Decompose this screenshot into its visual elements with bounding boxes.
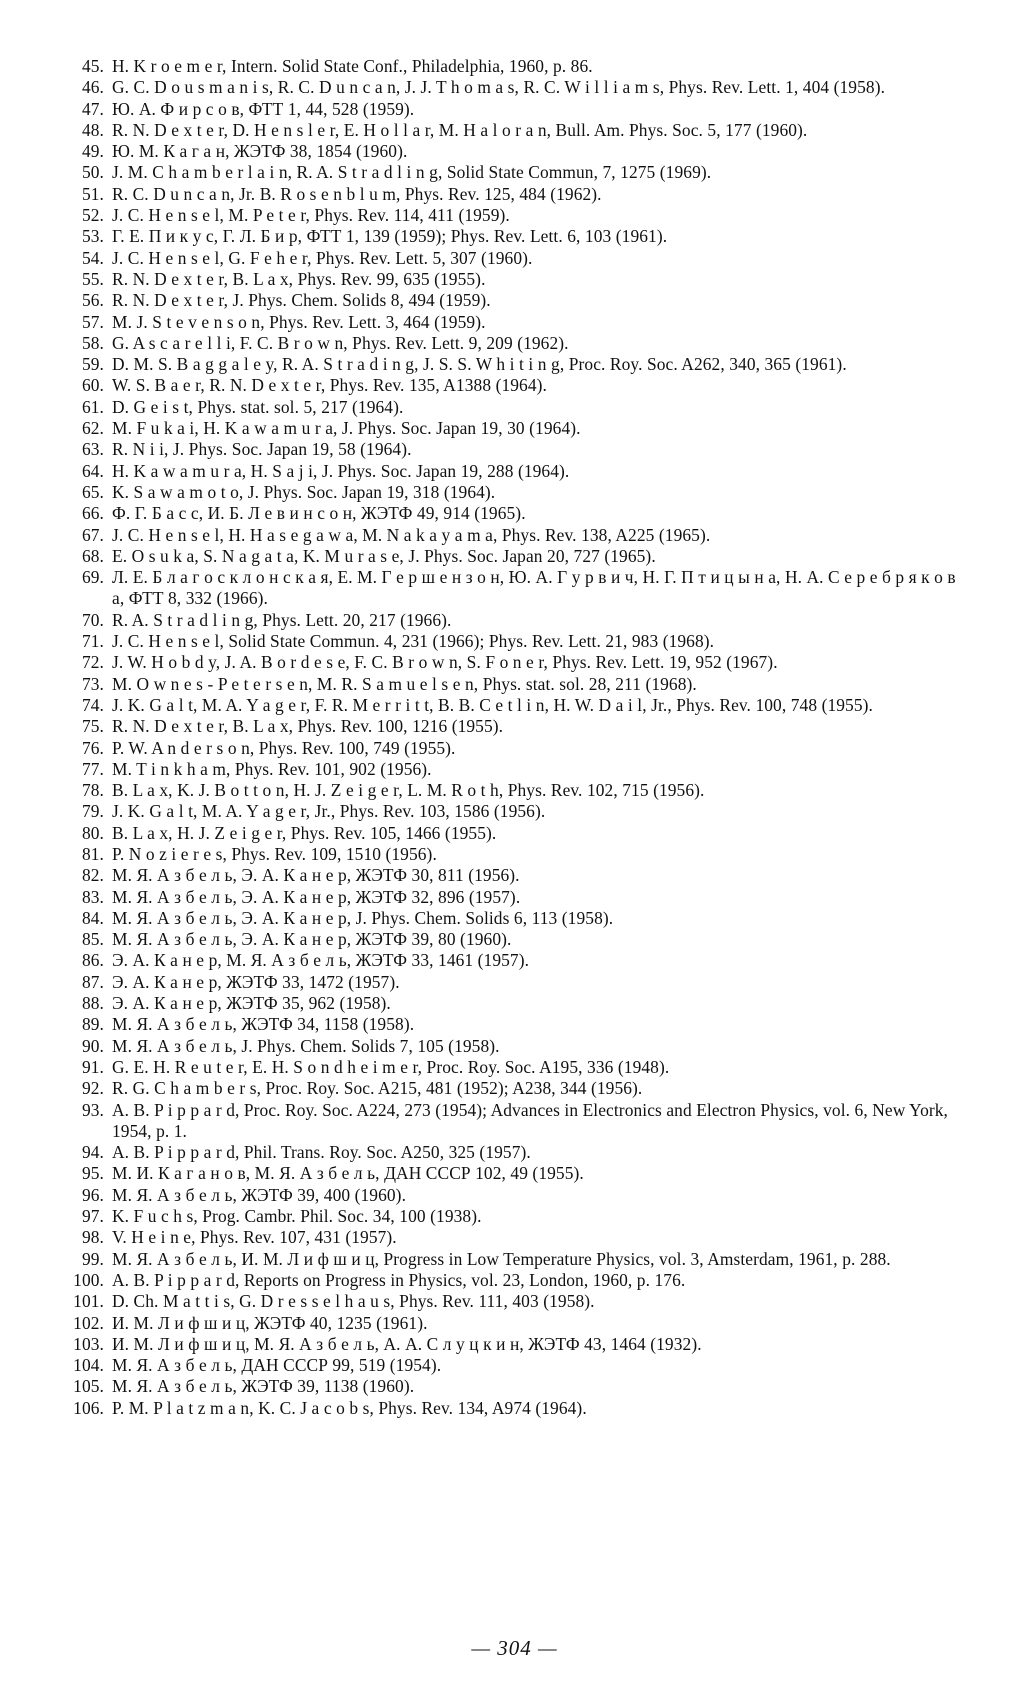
reference-number: 70. [81,609,104,630]
reference-text: B. L a x, K. J. B o t t o n, H. J. Z e i g e r, L. M. R o t h, Phys. Rev. 102, 715 (1956). [112,780,705,801]
reference-text: G. A s c a r e l l i, F. C. B r o w n, Phys. Rev. Lett. 9, 209 (1962). [112,332,569,353]
reference-text: И. М. Л и ф ш и ц, ЖЭТФ 40, 1235 (1961). [112,1312,428,1333]
reference-number: 96. [81,1184,104,1205]
reference-text: J. C. H e n s e l, G. F e h e r, Phys. Rev. Lett. 5, 307 (1960). [112,247,533,268]
reference-number: 46. [81,77,104,98]
reference-item [60,1291,970,1312]
reference-number: 74. [81,694,104,715]
reference-number: 91. [81,1056,104,1077]
reference-number: 84. [81,907,104,928]
reference-number: 98. [81,1227,104,1248]
reference-number: 48. [81,119,104,140]
reference-item [60,652,970,673]
reference-item [60,865,970,886]
reference-number: 58. [81,332,104,353]
reference-text: J. M. C h a m b e r l a i n, R. A. S t r a d l i n g, Solid State Commun, 7, 1275 (1969). [112,162,712,183]
reference-item [60,418,970,439]
reference-text: Л. Е. Б л а г о с к л о н с к а я, Е. М. Г е р ш е н з о н, Ю. А. Г у р в и ч, Н. Г. П т и ц ы н а, Н. А. С е р е б р я к о в а, ФТТ 8, 332 (1966). [112,567,956,609]
reference-number: 65. [81,481,104,502]
reference-item [60,1078,970,1099]
reference-item [60,993,970,1014]
reference-number: 51. [81,183,104,204]
reference-item [60,1313,970,1334]
reference-number: 95. [81,1163,104,1184]
reference-item [60,461,970,482]
reference-item [60,1036,970,1057]
reference-number: 75. [81,716,104,737]
reference-text: М. Я. А з б е л ь, ЖЭТФ 34, 1158 (1958). [112,1014,415,1035]
reference-item [60,1270,970,1291]
reference-text: J. C. H e n s e l, H. H a s e g a w a, M. N a k a y a m a, Phys. Rev. 138, A225 (1965). [112,524,711,545]
reference-text: R. N. D e x t e r, B. L a x, Phys. Rev. 99, 635 (1955). [112,268,486,289]
reference-text: R. N i i, J. Phys. Soc. Japan 19, 58 (1964). [112,439,412,460]
reference-item [60,674,970,695]
reference-text: Г. Е. П и к у с, Г. Л. Б и р, ФТТ 1, 139 (1959); Phys. Rev. Lett. 6, 103 (1961). [112,226,668,247]
reference-number: 97. [81,1206,104,1227]
reference-text: H. K r o e m e r, Intern. Solid State Conf., Philadelphia, 1960, p. 86. [112,56,593,76]
reference-item [60,887,970,908]
reference-item [60,184,970,205]
reference-item [60,205,970,226]
reference-text: D. Ch. M a t t i s, G. D r e s s e l h a u s, Phys. Rev. 111, 403 (1958). [112,1291,595,1312]
reference-number: 54. [81,247,104,268]
reference-text: R. N. D e x t e r, D. H e n s l e r, E. H o l l a r, M. H a l o r a n, Bull. Am. Phys. Soc. 5, 177 (1960). [112,119,808,140]
reference-number: 62. [81,418,104,439]
reference-text: J. K. G a l t, M. A. Y a g e r, Jr., Phys. Rev. 103, 1586 (1956). [112,801,546,822]
reference-item [60,226,970,247]
reference-item [60,162,970,183]
reference-number: 86. [81,950,104,971]
reference-text: М. Я. А з б е л ь, J. Phys. Chem. Solids 7, 105 (1958). [112,1035,500,1056]
reference-number: 92. [81,1078,104,1099]
reference-number: 82. [81,865,104,886]
reference-item [60,546,970,567]
reference-item [60,908,970,929]
reference-item [60,1334,970,1355]
reference-text: K. F u c h s, Prog. Cambr. Phil. Soc. 34, 100 (1938). [112,1206,482,1227]
reference-item [60,525,970,546]
reference-text: H. K a w a m u r a, H. S a j i, J. Phys. Soc. Japan 19, 288 (1964). [112,460,570,481]
reference-text: M. O w n e s - P e t e r s e n, M. R. S a m u e l s e n, Phys. stat. sol. 28, 211 (1968). [112,673,697,694]
reference-text: J. C. H e n s e l, M. P e t e r, Phys. Rev. 114, 411 (1959). [112,205,510,226]
reference-item [60,397,970,418]
reference-number: 101. [73,1291,104,1312]
reference-number: 57. [81,311,104,332]
reference-number: 67. [81,524,104,545]
reference-item [60,439,970,460]
reference-item [60,269,970,290]
reference-text: R. N. D e x t e r, B. L a x, Phys. Rev. 100, 1216 (1955). [112,716,504,737]
reference-number: 83. [81,886,104,907]
reference-number: 105. [73,1376,104,1397]
reference-text: М. Я. А з б е л ь, Э. А. К а н е р, J. Phys. Chem. Solids 6, 113 (1958). [112,907,614,928]
reference-text: J. K. G a l t, M. A. Y a g e r, F. R. M e r r i t t, B. B. C e t l i n, H. W. D a i l, Jr., Phys. Rev. 100, 748 (1955). [112,694,873,715]
reference-number: 104. [73,1355,104,1376]
reference-text: Э. А. К а н е р, М. Я. А з б е л ь, ЖЭТФ 33, 1461 (1957). [112,950,530,971]
reference-item [60,141,970,162]
reference-text: E. O s u k a, S. N a g a t a, K. M u r a s e, J. Phys. Soc. Japan 20, 727 (1965). [112,545,656,566]
reference-item [60,56,970,77]
reference-number: 56. [81,290,104,311]
reference-item [60,375,970,396]
page-number: — 304 — [471,1636,558,1660]
reference-text: M. T i n k h a m, Phys. Rev. 101, 902 (1956). [112,758,432,779]
reference-text: Ю. А. Ф и р с о в, ФТТ 1, 44, 528 (1959). [112,98,415,119]
reference-number: 49. [81,141,104,162]
reference-text: D. M. S. B a g g a l e y, R. A. S t r a d i n g, J. S. S. W h i t i n g, Proc. Roy. Soc. A262, 340, 365 (1961). [112,354,847,375]
reference-number: 88. [81,993,104,1014]
reference-text: B. L a x, H. J. Z e i g e r, Phys. Rev. 105, 1466 (1955). [112,822,497,843]
reference-number: 68. [81,545,104,566]
reference-number: 78. [81,780,104,801]
reference-text: И. М. Л и ф ш и ц, М. Я. А з б е л ь, А. А. С л у ц к и н, ЖЭТФ 43, 1464 (1932). [112,1333,702,1354]
reference-text: G. E. H. R e u t e r, E. H. S o n d h e i m e r, Proc. Roy. Soc. A195, 336 (1948). [112,1056,670,1077]
reference-item [60,1014,970,1035]
reference-number: 50. [81,162,104,183]
reference-text: V. H e i n e, Phys. Rev. 107, 431 (1957). [112,1227,397,1248]
reference-number: 93. [81,1099,104,1120]
reference-number: 60. [81,375,104,396]
reference-text: Ф. Г. Б а с с, И. Б. Л е в и н с о н, ЖЭТФ 49, 914 (1965). [112,503,526,524]
reference-item [60,972,970,993]
reference-item [60,482,970,503]
reference-number: 80. [81,822,104,843]
reference-number: 45. [81,56,104,76]
reference-text: R. C. D u n c a n, Jr. B. R o s e n b l u m, Phys. Rev. 125, 484 (1962). [112,183,602,204]
reference-item [60,99,970,120]
reference-item [60,248,970,269]
reference-number: 47. [81,98,104,119]
reference-item [60,631,970,652]
reference-item [60,1163,970,1184]
reference-number: 102. [73,1312,104,1333]
reference-number: 85. [81,929,104,950]
reference-list [60,56,970,1419]
reference-text: W. S. B a e r, R. N. D e x t e r, Phys. Rev. 135, A1388 (1964). [112,375,547,396]
reference-number: 72. [81,652,104,673]
reference-number: 99. [81,1248,104,1269]
reference-number: 64. [81,460,104,481]
reference-text: J. C. H e n s e l, Solid State Commun. 4, 231 (1966); Phys. Rev. Lett. 21, 983 (1968). [112,631,715,652]
reference-number: 53. [81,226,104,247]
reference-text: М. Я. А з б е л ь, И. М. Л и ф ш и ц, Progress in Low Temperature Physics, vol. 3, Amsterdam, 1961, p. 288. [112,1248,891,1269]
reference-text: М. Я. А з б е л ь, ЖЭТФ 39, 400 (1960). [112,1184,407,1205]
reference-item [60,695,970,716]
reference-item [60,1249,970,1270]
reference-text: D. G e i s t, Phys. stat. sol. 5, 217 (1964). [112,396,404,417]
reference-item [60,290,970,311]
reference-item [60,1227,970,1248]
reference-number: 55. [81,268,104,289]
reference-text: A. B. P i p p a r d, Reports on Progress in Physics, vol. 23, London, 1960, p. 176. [112,1269,686,1290]
reference-item [60,823,970,844]
reference-item [60,1185,970,1206]
reference-text: P. W. A n d e r s o n, Phys. Rev. 100, 749 (1955). [112,737,456,758]
reference-text: A. B. P i p p a r d, Phil. Trans. Roy. Soc. A250, 325 (1957). [112,1142,531,1163]
reference-number: 81. [81,843,104,864]
reference-text: Э. А. К а н е р, ЖЭТФ 35, 962 (1958). [112,993,391,1014]
reference-text: M. F u k a i, H. K a w a m u r a, J. Phys. Soc. Japan 19, 30 (1964). [112,418,581,439]
reference-item [60,759,970,780]
reference-number: 77. [81,758,104,779]
reference-text: P. M. P l a t z m a n, K. C. J a c o b s, Phys. Rev. 134, A974 (1964). [112,1397,587,1418]
reference-text: М. Я. А з б е л ь, Э. А. К а н е р, ЖЭТФ 39, 80 (1960). [112,929,512,950]
reference-text: Э. А. К а н е р, ЖЭТФ 33, 1472 (1957). [112,971,400,992]
reference-item [60,120,970,141]
reference-number: 94. [81,1142,104,1163]
reference-text: M. J. S t e v e n s o n, Phys. Rev. Lett. 3, 464 (1959). [112,311,486,332]
reference-item [60,77,970,98]
reference-item [60,1398,970,1419]
reference-number: 69. [81,567,104,588]
reference-number: 73. [81,673,104,694]
reference-number: 59. [81,354,104,375]
reference-number: 61. [81,396,104,417]
reference-text: R. A. S t r a d l i n g, Phys. Lett. 20, 217 (1966). [112,609,452,630]
reference-number: 87. [81,971,104,992]
reference-text: P. N o z i e r e s, Phys. Rev. 109, 1510 (1956). [112,843,437,864]
reference-number: 106. [73,1397,104,1418]
reference-item [60,844,970,865]
reference-text: Ю. М. К а г а н, ЖЭТФ 38, 1854 (1960). [112,141,408,162]
reference-item [60,950,970,971]
reference-item [60,1057,970,1078]
reference-text: R. G. C h a m b e r s, Proc. Roy. Soc. A215, 481 (1952); A238, 344 (1956). [112,1078,643,1099]
reference-item [60,312,970,333]
reference-item [60,1376,970,1397]
reference-number: 89. [81,1014,104,1035]
reference-item [60,567,970,610]
reference-number: 76. [81,737,104,758]
reference-item [60,738,970,759]
reference-item [60,801,970,822]
reference-text: J. W. H o b d y, J. A. B o r d e s e, F. C. B r o w n, S. F o n e r, Phys. Rev. Lett. 19, 952 (1967). [112,652,778,673]
reference-number: 52. [81,205,104,226]
reference-text: A. B. P i p p a r d, Proc. Roy. Soc. A224, 273 (1954); Advances in Electronics and Electron Physics, vol. 6, New York, 1954, p. 1. [112,1099,948,1141]
reference-number: 79. [81,801,104,822]
reference-item [60,716,970,737]
reference-item [60,1206,970,1227]
reference-number: 90. [81,1035,104,1056]
reference-item [60,780,970,801]
reference-number: 100. [73,1269,104,1290]
reference-text: G. C. D o u s m a n i s, R. C. D u n c a n, J. J. T h o m a s, R. C. W i l l i a m s, Phys. Rev. Lett. 1, 404 (1958). [112,77,886,98]
reference-item [60,503,970,524]
reference-number: 66. [81,503,104,524]
reference-text: М. Я. А з б е л ь, Э. А. К а н е р, ЖЭТФ 32, 896 (1957). [112,886,521,907]
reference-number: 63. [81,439,104,460]
reference-text: K. S a w a m o t o, J. Phys. Soc. Japan 19, 318 (1964). [112,481,496,502]
reference-item [60,354,970,375]
reference-text: М. И. К а г а н о в, М. Я. А з б е л ь, ДАН СССР 102, 49 (1955). [112,1163,584,1184]
reference-number: 103. [73,1333,104,1354]
reference-item [60,333,970,354]
reference-text: М. Я. А з б е л ь, ДАН СССР 99, 519 (1954). [112,1355,442,1376]
reference-item [60,929,970,950]
reference-item [60,1355,970,1376]
reference-text: R. N. D e x t e r, J. Phys. Chem. Solids 8, 494 (1959). [112,290,491,311]
reference-text: М. Я. А з б е л ь, ЖЭТФ 39, 1138 (1960). [112,1376,415,1397]
reference-item [60,1100,970,1143]
reference-item [60,610,970,631]
reference-item [60,1142,970,1163]
reference-text: М. Я. А з б е л ь, Э. А. К а н е р, ЖЭТФ 30, 811 (1956). [112,865,520,886]
reference-number: 71. [81,631,104,652]
